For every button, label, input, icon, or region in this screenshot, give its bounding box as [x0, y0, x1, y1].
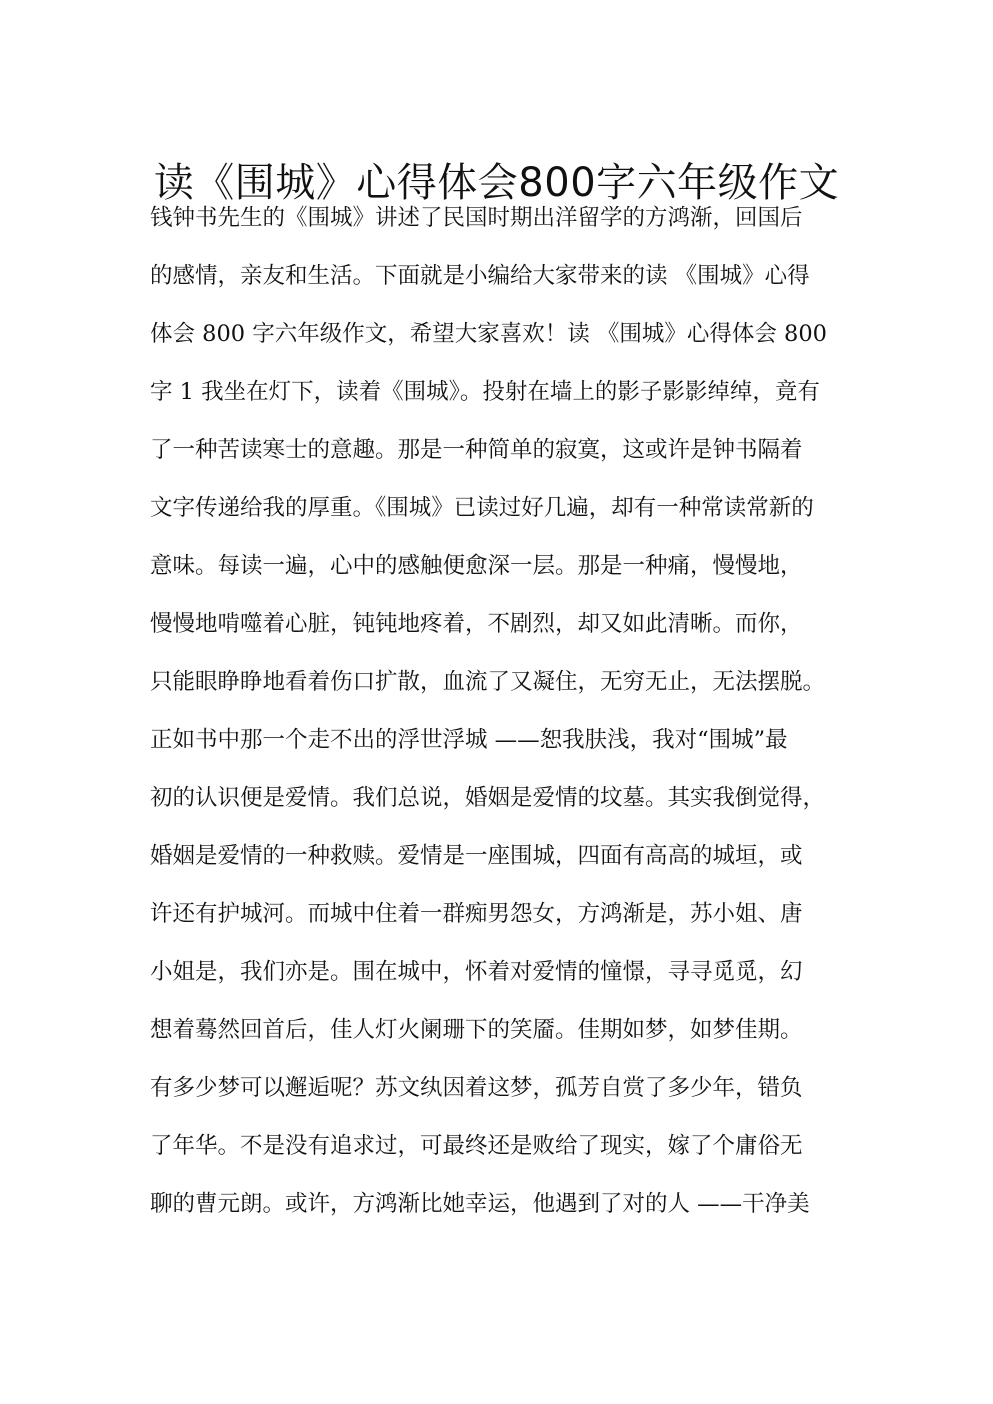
- body-line: 体会 800 字六年级作文，希望大家喜欢！读 《围城》心得体会 800: [150, 321, 828, 347]
- document-body: [150, 194, 850, 1238]
- body-line: 的感情，亲友和生活。下面就是小编给大家带来的读 《围城》心得: [150, 263, 810, 289]
- body-line: 正如书中那一个走不出的浮世浮城 ——恕我肤浅，我对“围城”最: [150, 727, 788, 753]
- body-line: 文字传递给我的厚重。《围城》已读过好几遍，却有一种常读常新的: [150, 495, 814, 521]
- body-line: 了年华。不是没有追求过，可最终还是败给了现实，嫁了个庸俗无: [150, 1133, 803, 1159]
- body-line: 初的认识便是爱情。我们总说，婚姻是爱情的坟墓。其实我倒觉得，: [150, 785, 826, 811]
- body-line: 有多少梦可以邂逅呢？苏文纨因着这梦，孤芳自赏了多少年，错负: [150, 1075, 803, 1101]
- body-line: 意味。每读一遍，心中的感触便愈深一层。那是一种痛，慢慢地，: [150, 553, 803, 579]
- body-line: 只能眼睁睁地看着伤口扩散，血流了又凝住，无穷无止，无法摆脱。: [150, 669, 826, 695]
- body-line: 钱钟书先生的《围城》讲述了民国时期出洋留学的方鸿渐，回国后: [150, 205, 803, 231]
- body-line: 想着蓦然回首后，佳人灯火阑珊下的笑靥。佳期如梦，如梦佳期。: [150, 1017, 803, 1043]
- body-line: 小姐是，我们亦是。围在城中，怀着对爱情的憧憬，寻寻觅觅，幻: [150, 959, 803, 985]
- body-line: 许还有护城河。而城中住着一群痴男怨女，方鸿渐是，苏小姐、唐: [150, 901, 803, 927]
- body-line: 聊的曹元朗。或许，方鸿渐比她幸运，他遇到了对的人 ——干净美: [150, 1191, 810, 1217]
- body-line: 婚姻是爱情的一种救赎。爱情是一座围城，四面有高高的城垣，或: [150, 843, 803, 869]
- body-line: 字 1 我坐在灯下，读着《围城》。投射在墙上的影子影影绰绰，竟有: [150, 379, 820, 405]
- body-line: 了一种苦读寒士的意趣。那是一种简单的寂寞，这或许是钟书隔着: [150, 437, 803, 463]
- document-title: 读《围城》心得体会800字六年级作文: [153, 159, 840, 206]
- body-line: 慢慢地啃噬着心脏，钝钝地疼着，不剧烈，却又如此清晰。而你，: [150, 611, 803, 637]
